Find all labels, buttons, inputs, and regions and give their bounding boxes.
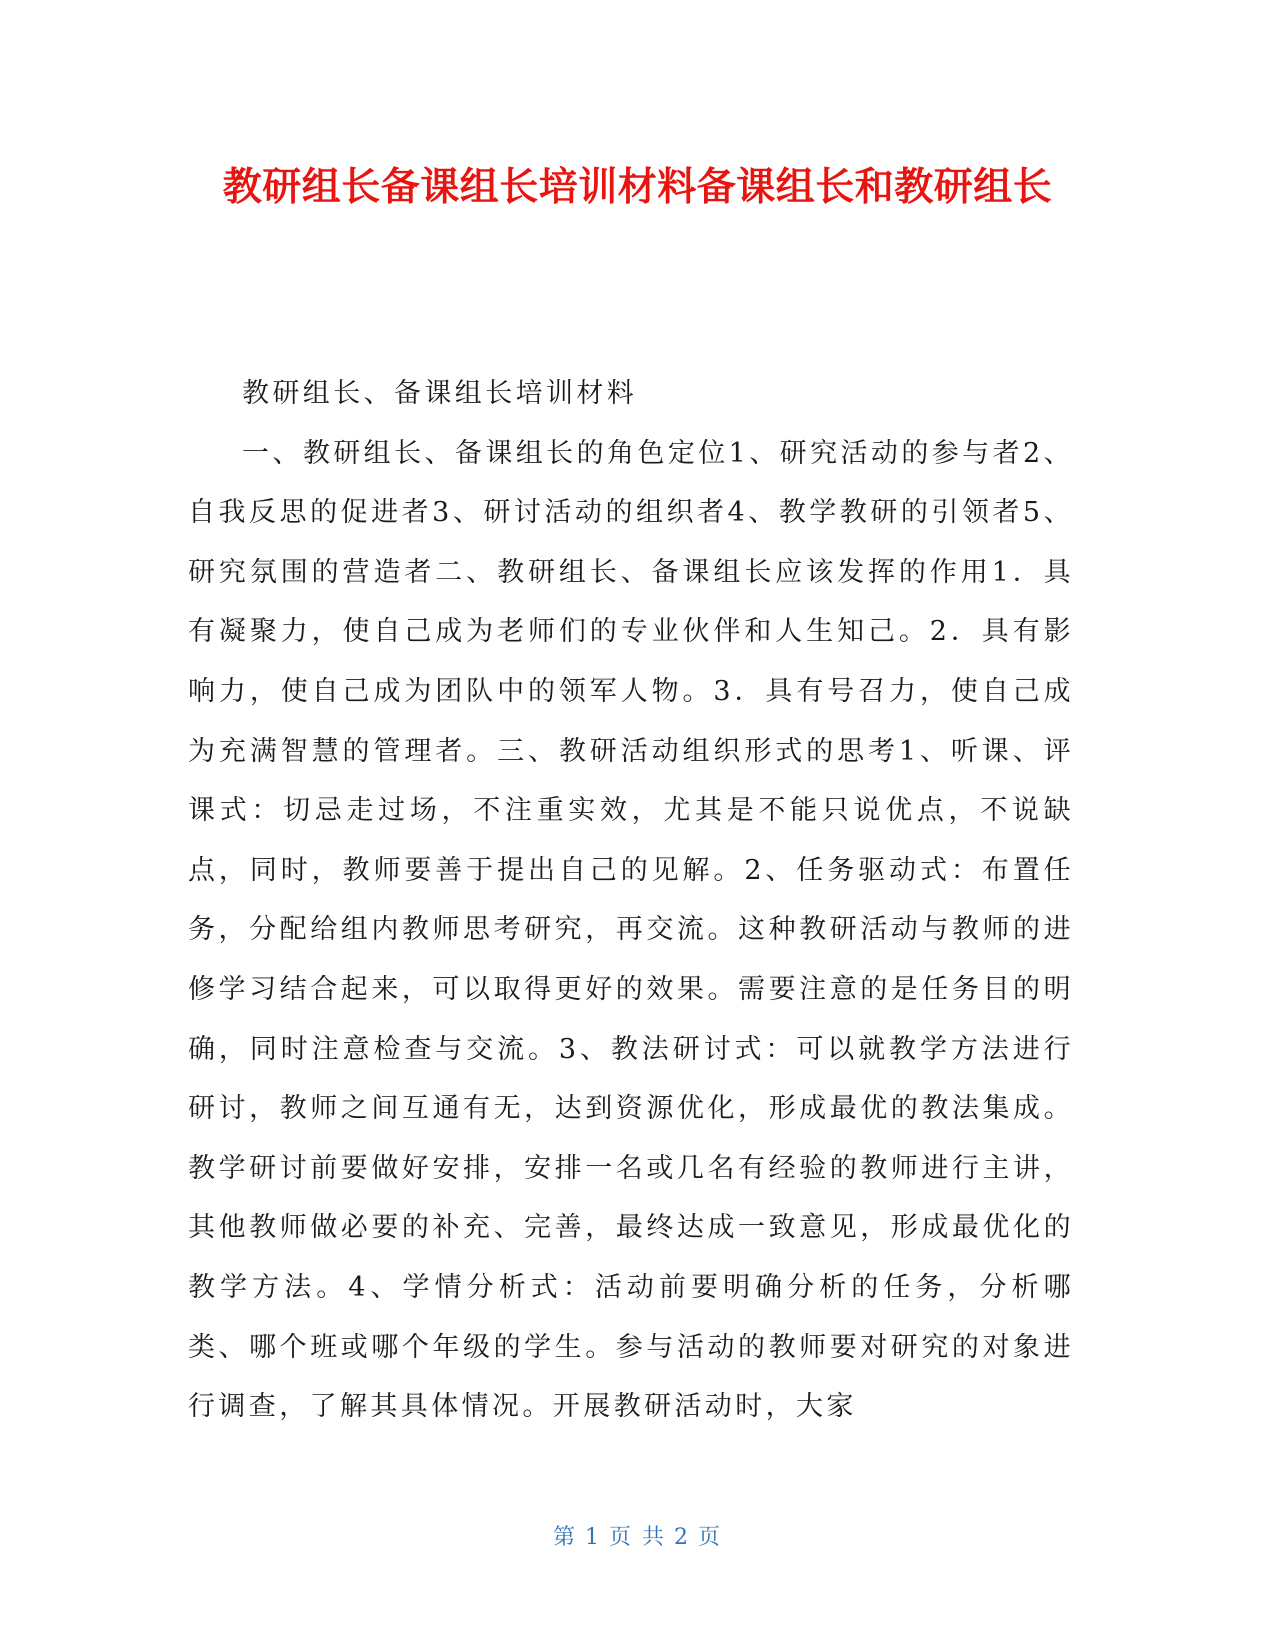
- footer-mid: 页 共: [609, 1525, 666, 1550]
- body-paragraph-main: 一、教研组长、备课组长的角色定位1、研究活动的参与者2、自我反思的促进者3、研讨活动的组织者4、教学教研的引领者5、研究氛围的营造者二、教研组长、备课组长应该发挥的作用1．具有凝聚力，使自己成为老师们的专业伙伴和人生知己。2．具有影响力，使自己成为团队中的领军人物。3．具有号召力，使自己成为充满智慧的管理者。三、教研活动组织形式的思考1、听课、评课式：切忌走过场，不注重实效，尤其是不能只说优点，不说缺点，同时，教师要善于提出自己的见解。2、任务驱动式：布置任务，分配给组内教师思考研究，再交流。这种教研活动与教师的进修学习结合起来，可以取得更好的效果。需要注意的是任务目的明确，同时注意检查与交流。3、教法研讨式：可以就教学方法进行研讨，教师之间互通有无，达到资源优化，形成最优的教法集成。教学研讨前要做好安排，安排一名或几名有经验的教师进行主讲，其他教师做必要的补充、完善，最终达成一致意见，形成最优化的教学方法。4、学情分析式：活动前要明确分析的任务，分析哪类、哪个班或哪个年级的学生。参与活动的教师要对研究的对象进行调查，了解其具体情况。开展教研活动时，大家: [188, 437, 1074, 1423]
- footer-prefix: 第: [552, 1525, 577, 1550]
- footer-suffix: 页: [698, 1525, 723, 1550]
- footer-current-page: 1: [585, 1525, 601, 1550]
- footer-total-pages: 2: [674, 1525, 690, 1550]
- body-paragraph-subtitle: 教研组长、备课组长培训材料: [242, 378, 638, 409]
- document-title: 教研组长备课组长培训材料备课组长和教研组长: [222, 165, 1053, 210]
- document-body: [188, 364, 1074, 1437]
- page-footer: [0, 1520, 1275, 1551]
